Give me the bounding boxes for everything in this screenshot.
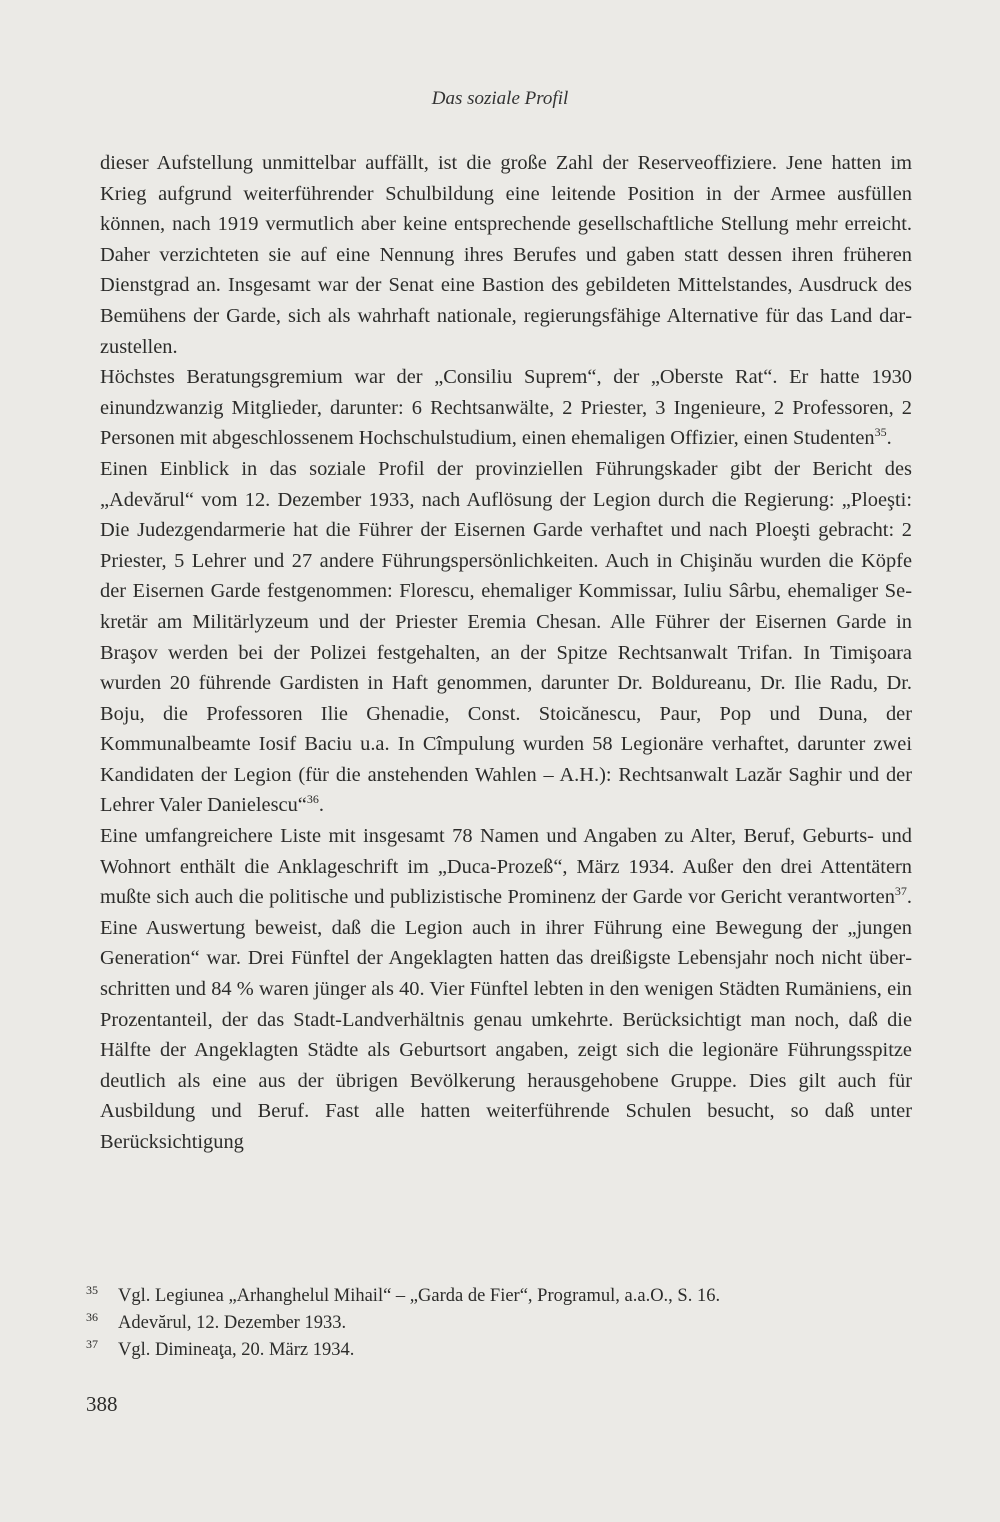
footnote [86,1337,916,1364]
paragraph [100,148,912,362]
paragraph [100,821,912,1158]
running-head: Das soziale Profil [431,88,569,109]
paragraph-text: . [886,427,892,450]
footnote [86,1283,916,1310]
footnote-ref: 37 [894,884,907,899]
footnote [86,1310,916,1337]
footnote-text: Vgl. Legiunea „Arhanghelul Mihail“ – „Garda de Fier“, Programul, a.a.O., S. 16. [118,1286,721,1306]
paragraph-text: Einen Einblick in das soziale Profil der provinziellen Führungskader gibt der Bericht des „Adevărul“ vom 12. Dezember 1933, nach Auflösung der Legion durch die Regierung: „Ploeşti: Die Judezgendarmerie hat die Führer der Eisernen Garde verhaftet und nach Ploeşti gebracht: 2 Priester, 5 Lehrer und 27 andere Führungspersönlichkeiten. Auch in Chişinău wurden die Köpfe der Eisernen Garde festgenommen: Florescu, ehemaliger Kommissar, Iuliu Sârbu, ehemaliger Sekretär am Militärlyzeum und der Priester Eremia Chesan. Alle Führer der Eisernen Garde in Braşov werden bei der Polizei festgehalten, an der Spitze Rechtsanwalt Trifan. In Timişoara wurden 20 führende Gardisten in Haft genommen, darunter Dr. Boldureanu, Dr. Ilie Radu, Dr. Boju, die Professoren Ilie Ghenadie, Const. Stoicănescu, Paur, Pop und Duna, der Kommunalbeamte Iosif Baciu u.a. In Cîmpulung wurden 58 Legionäre verhaftet, darunter zwei Kandidaten der Legion (für die anstehenden Wahlen – A.H.): Rechtsanwalt Lazăr Saghir und der Lehrer Valer Danielescu“ [100,457,912,817]
paragraph-text: Eine umfangreichere Liste mit insgesamt 78 Namen und Angaben zu Alter, Beruf, Geburts- und Wohnort enthält die Anklageschrift im „Duca-Prozeß“, März 1934. Außer den drei Attentätern mußte sich auch die politische und publizistische Prominenz der Garde vor Gericht verantworten [100,825,912,909]
paragraph-text: . [318,794,324,817]
paragraph [100,454,912,821]
footnote-number: 35 [86,1283,98,1297]
footnote-text: Adevărul, 12. Dezember 1933. [118,1313,347,1333]
page-number: 388 [86,1392,118,1416]
footnote-text: Vgl. Dimineaţa, 20. März 1934. [118,1340,355,1360]
footnote-ref: 36 [306,792,319,807]
body-text [100,148,912,1158]
paragraph-text: . Eine Auswertung beweist, daß die Legion auch in ihrer Führung eine Bewegung der „jungen Generation“ war. Drei Fünftel der Angeklagten hatten das dreißigste Lebensjahr noch nicht überschritten und 84 % waren jünger als 40. Vier Fünftel lebten in den wenigen Städten Rumäniens, ein Prozentanteil, der das Stadt-Landverhältnis genau umkehrte. Berücksichtigt man noch, daß die Hälfte der Angeklagten Städte als Geburtsort angaben, zeigt sich die legionäre Führungsspitze deutlich als eine aus der übrigen Bevölkerung herausgehobene Gruppe. Dies gilt auch für Ausbildung und Beruf. Fast alle hatten weiterführende Schulen besucht, so daß unter Berücksichtigung [100,886,912,1153]
footnote-ref: 35 [874,425,887,440]
footnotes [86,1283,916,1364]
footnote-number: 37 [86,1337,98,1351]
footnote-number: 36 [86,1310,98,1324]
paragraph [100,362,912,454]
paragraph-text: Höchstes Beratungsgremium war der „Consiliu Suprem“, der „Oberste Rat“. Er hatte 1930 einundzwanzig Mitglieder, darunter: 6 Rechtsanwälte, 2 Priester, 3 Ingenieure, 2 Professoren, 2 Personen mit abgeschlossenem Hochschulstudium, einen ehemaligen Offizier, einen Studenten [100,366,912,450]
paragraph-text: dieser Aufstellung unmittelbar auffällt, ist die große Zahl der Reserveoffiziere. Jene hatten im Krieg aufgrund weiterführender Schulbildung eine leitende Position in der Armee ausfüllen können, nach 1919 vermutlich aber keine entsprechende gesellschaftliche Stellung mehr erreicht. Daher verzichteten sie auf eine Nennung ihres Berufes und gaben statt dessen ihren früheren Dienstgrad an. Insgesamt war der Senat eine Bastion des gebildeten Mittelstandes, Ausdruck des Bemühens der Garde, sich als wahrhaft nationale, regierungsfähige Alternative für das Land darzustellen. [100,152,912,358]
